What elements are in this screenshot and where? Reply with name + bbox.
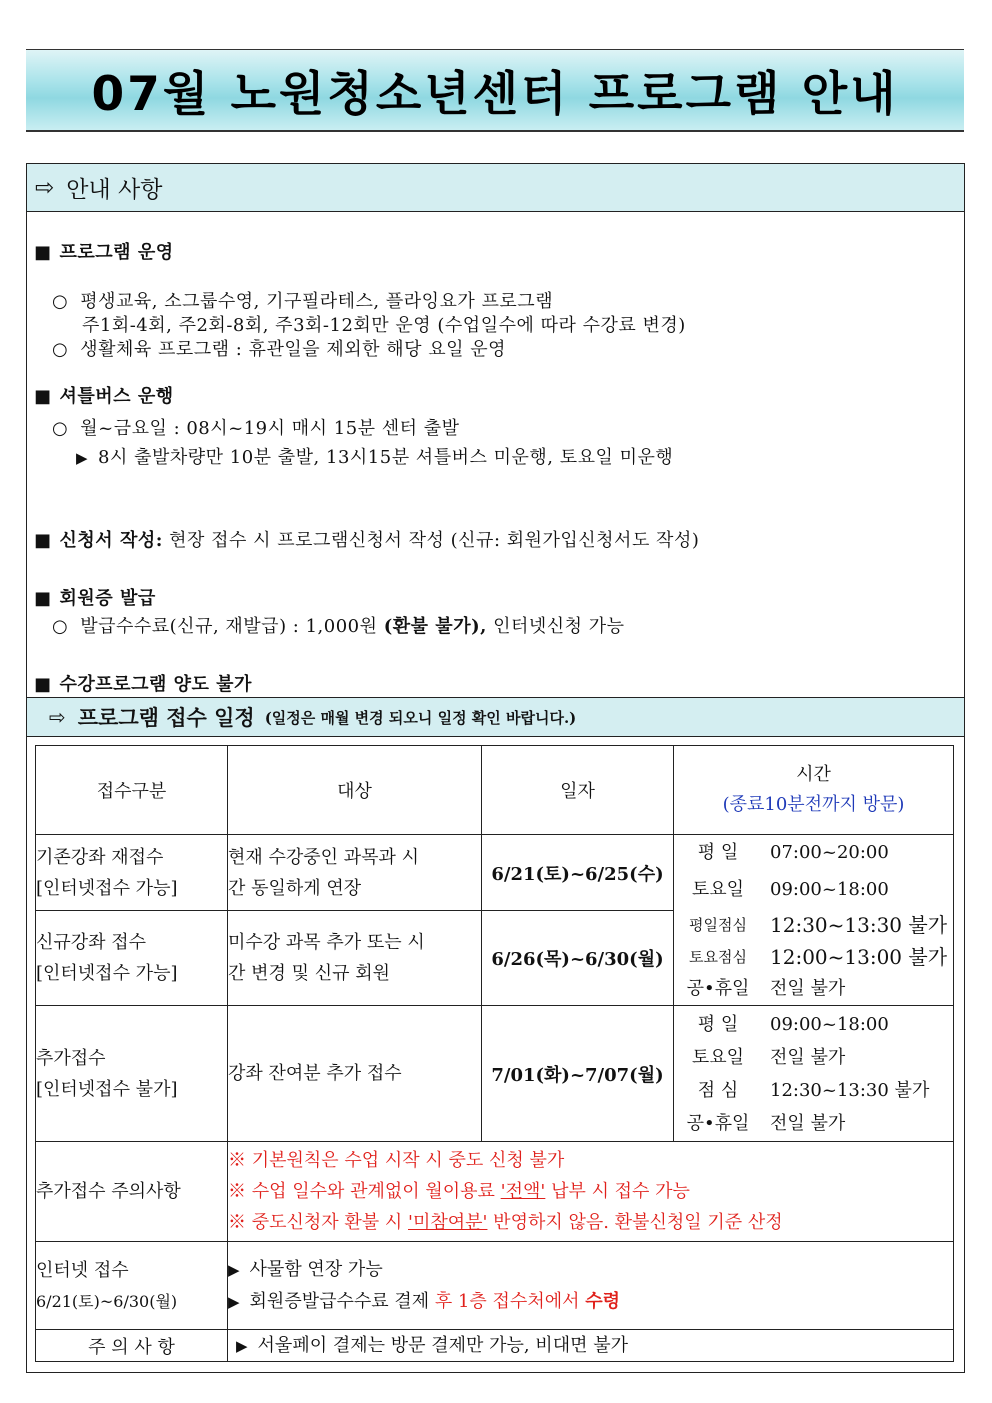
schedule-table [35,745,954,1362]
internet-content: ▶ 사물함 연장 가능 ▶ 회원증발급수수료 결제 후 1층 접수처에서 수령 [228,1242,954,1330]
schedule-header-label: 프로그램 접수 일정 [77,705,255,730]
transfer-heading: ■ 수강프로그램 양도 불가 [34,674,252,695]
square-bullet-icon: ■ [34,674,52,695]
col-target: 대상 [228,746,482,835]
notice-header [27,163,964,212]
col-category: 접수구분 [36,746,228,835]
circle-bullet-icon: ○ [52,291,69,312]
col-time: 시간 (종료10분전까지 방문) [674,746,954,835]
schedule-header-note: (일정은 매월 변경 되오니 일정 확인 바랍니다.) [264,708,577,727]
title-banner [26,49,964,132]
schedule-header [27,697,964,737]
row3-category: 추가접수 [인터넷접수 불가] [36,1006,228,1142]
row1-category: 기존강좌 재접수 [인터넷접수 가능] [36,835,228,911]
notes-label: 주 의 사 항 [36,1330,228,1362]
circle-bullet-icon: ○ [52,339,69,360]
row1-target: 현재 수강중인 과목과 시 간 동일하게 연장 [228,835,482,911]
caution-label: 추가접수 주의사항 [36,1142,228,1242]
triangle-bullet-icon: ▶ [228,1292,240,1311]
table-row [36,835,954,911]
square-bullet-icon: ■ [34,242,52,263]
row2-category: 신규강좌 접수 [인터넷접수 가능] [36,911,228,1006]
notes-content: ▶ 서울페이 결제는 방문 결제만 가능, 비대면 불가 [228,1330,954,1362]
triangle-bullet-icon: ▶ [76,449,89,467]
membership-heading: ■ 회원증 발급 [34,588,156,609]
page-title: 07월 노원청소년센터 프로그램 안내 [91,66,899,122]
row1-date: 6/21(토)~6/25(수) [482,835,674,911]
caution-content: ※ 기본원칙은 수업 시작 시 중도 신청 불가 ※ 수업 일수와 관계없이 월이용료 '전액' 납부 시 접수 가능 ※ 중도신청자 환불 시 '미참여분' 반영하지 않음. 환불신청일 기준 산정 [228,1142,954,1242]
triangle-bullet-icon: ▶ [228,1260,240,1279]
right-arrow-icon: ⇨ [49,705,66,729]
time-cell-b [674,1006,954,1142]
col-date: 일자 [482,746,674,835]
row2-target: 미수강 과목 추가 또는 시 간 변경 및 신규 회원 [228,911,482,1006]
circle-bullet-icon: ○ [52,616,69,637]
time-list-a: 평 일 07:00~20:00 토요일 09:00~18:00 평일점심 12:30~13:30 불가 토요점심 12:00~13:00 불가 공•휴일 전일 불가 [686,842,948,999]
time-list-b: 평 일 09:00~18:00 토요일 전일 불가 점 심 12:30~13:30 불가 공•휴일 전일 불가 [686,1013,930,1134]
shuttle-heading: ■ 셔틀버스 운행 [34,386,174,407]
square-bullet-icon: ■ [34,386,52,407]
square-bullet-icon: ■ [34,530,52,551]
circle-bullet-icon: ○ [52,418,69,439]
operation-heading: ■ 프로그램 운영 [34,242,174,263]
internet-row [36,1242,954,1330]
time-cell-a [674,835,954,1006]
table-row [36,1006,954,1142]
shuttle-sub-1: ▶ 8시 출발차량만 10분 출발, 13시15분 셔틀버스 미운행, 토요일 미운행 [76,447,674,468]
triangle-bullet-icon: ▶ [236,1336,248,1355]
notice-header-label: 안내 사항 [66,177,163,203]
square-bullet-icon: ■ [34,588,52,609]
right-arrow-icon: ⇨ [35,174,55,201]
row3-target: 강좌 잔여분 추가 접수 [228,1006,482,1142]
row2-date: 6/26(목)~6/30(월) [482,911,674,1006]
caution-row [36,1142,954,1242]
operation-bullet-1: ○ 평생교육, 소그룹수영, 기구필라테스, 플라잉요가 프로그램 [52,291,554,312]
operation-bullet-2: ○ 생활체육 프로그램 : 휴관일을 제외한 해당 요일 운영 [52,339,506,360]
membership-text: ○ 발급수수료(신규, 재발급) : 1,000원 (환불 불가), 인터넷신청 가능 [52,616,625,637]
row3-date: 7/01(화)~7/07(월) [482,1006,674,1142]
table-header-row [36,746,954,835]
time-note: (종료10분전까지 방문) [722,794,905,815]
internet-label: 인터넷 접수 6/21(토)~6/30(월) [36,1242,228,1330]
shuttle-bullet-1: ○ 월~금요일 : 08시~19시 매시 15분 센터 출발 [52,418,460,439]
notes-row [36,1330,954,1362]
application-line: ■ 신청서 작성: 현장 접수 시 프로그램신청서 작성 (신규: 회원가입신청서도 작성) [34,530,700,551]
operation-bullet-1-cont: 주1회-4회, 주2회-8회, 주3회-12회만 운영 (수업일수에 따라 수강료 변경) [82,315,686,336]
